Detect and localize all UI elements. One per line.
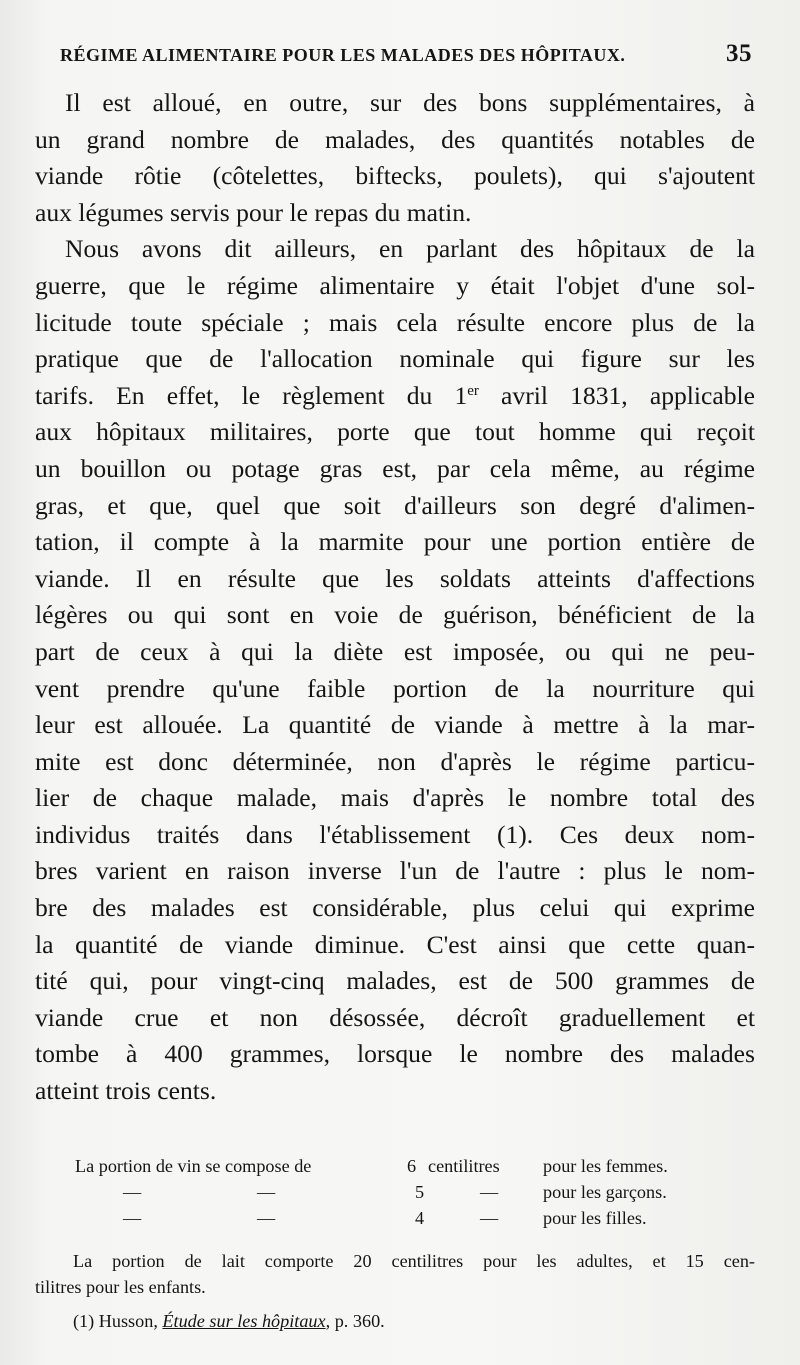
ditto-mark: — bbox=[480, 1182, 499, 1202]
ditto-mark: — bbox=[123, 1208, 142, 1228]
running-title: RÉGIME ALIMENTAIRE POUR LES MALADES DES HÔPITAUX. bbox=[60, 45, 626, 65]
text-segment: tarifs. En effet, le règlement du 1 bbox=[35, 380, 468, 410]
text-line: bre des malades est considérable, plus celui qui exprime bbox=[35, 893, 755, 923]
wine-table bbox=[35, 1156, 755, 1234]
ditto-mark: — bbox=[257, 1182, 276, 1202]
text-line: la quantité de viande diminue. C'est ainsi que cette quan- bbox=[35, 929, 755, 959]
text-line: tation, il compte à la marmite pour une portion entière de bbox=[35, 527, 755, 557]
footnote-book-title: Étude sur les hôpitaux bbox=[162, 1311, 326, 1331]
wine-target: pour les filles. bbox=[543, 1208, 647, 1228]
text-line: tité qui, pour vingt-cinq malades, est de 500 grammes de bbox=[35, 966, 755, 996]
text-line: viande crue et non désossée, décroît graduellement et bbox=[35, 1002, 755, 1032]
text-line bbox=[35, 378, 755, 415]
text-line: tilitres pour les enfants. bbox=[35, 1277, 206, 1297]
wine-row bbox=[35, 1182, 755, 1208]
text-line: bres varient en raison inverse l'un de l'autre : plus le nom- bbox=[35, 856, 755, 886]
ditto-mark: — bbox=[257, 1208, 276, 1228]
text-line: Il est alloué, en outre, sur des bons supplémentaires, à bbox=[65, 88, 755, 117]
text-line: un bouillon ou potage gras est, par cela même, au régime bbox=[35, 453, 755, 483]
wine-unit: centilitres bbox=[428, 1156, 500, 1176]
footnote bbox=[35, 1308, 755, 1334]
wine-value: 4 bbox=[415, 1208, 425, 1228]
text-line: mite est donc déterminée, non d'après le régime particu- bbox=[35, 746, 755, 776]
text-segment: avril 1831, applicable bbox=[478, 380, 755, 410]
ditto-mark: — bbox=[480, 1208, 499, 1228]
ditto-mark: — bbox=[123, 1182, 142, 1202]
text-line: lier de chaque malade, mais d'après le nombre total des bbox=[35, 783, 755, 813]
wine-label: La portion de vin se compose de bbox=[75, 1156, 312, 1176]
wine-row bbox=[35, 1156, 755, 1182]
notes-section bbox=[35, 1156, 755, 1334]
wine-target: pour les femmes. bbox=[543, 1156, 668, 1176]
text-line: individus traités dans l'établissement (1). Ces deux nom- bbox=[35, 819, 755, 849]
text-line: un grand nombre de malades, des quantités notables de bbox=[35, 124, 755, 154]
main-text bbox=[35, 85, 755, 1110]
text-line: tombe à 400 grammes, lorsque le nombre des malades bbox=[35, 1039, 755, 1069]
milk-note bbox=[35, 1248, 755, 1300]
paragraph-1 bbox=[35, 85, 755, 231]
text-line: gras, et que, quel que soit d'ailleurs son degré d'alimen- bbox=[35, 490, 755, 520]
footnote-marker: (1) Husson, bbox=[73, 1311, 158, 1331]
wine-value: 5 bbox=[415, 1182, 425, 1202]
page-number: 35 bbox=[726, 40, 752, 67]
text-line: légères ou qui sont en voie de guérison, bénéficient de la bbox=[35, 600, 755, 630]
wine-target: pour les garçons. bbox=[543, 1182, 667, 1202]
text-line: pratique que de l'allocation nominale qui figure sur les bbox=[35, 344, 755, 374]
text-line: guerre, que le régime alimentaire y était l'objet d'une sol- bbox=[35, 270, 755, 300]
text-line: La portion de lait comporte 20 centilitres pour les adultes, et 15 cen- bbox=[73, 1251, 755, 1271]
text-line: viande. Il en résulte que les soldats atteints d'affections bbox=[35, 563, 755, 593]
wine-row bbox=[35, 1208, 755, 1234]
text-line: aux hôpitaux militaires, porte que tout homme qui reçoit bbox=[35, 417, 755, 447]
text-line: viande rôtie (côtelettes, biftecks, poulets), qui s'ajoutent bbox=[35, 161, 755, 191]
text-line: aux légumes servis pour le repas du matin. bbox=[35, 197, 472, 227]
text-line: part de ceux à qui la diète est imposée, ou qui ne peu- bbox=[35, 636, 755, 666]
ordinal-superscript: er bbox=[467, 382, 479, 399]
text-line: vent prendre qu'une faible portion de la nourriture qui bbox=[35, 673, 755, 703]
text-line: licitude toute spéciale ; mais cela résulte encore plus de la bbox=[35, 307, 755, 337]
running-header bbox=[60, 40, 752, 68]
text-line: Nous avons dit ailleurs, en parlant des hôpitaux de la bbox=[65, 234, 755, 264]
paragraph-2 bbox=[35, 231, 755, 1109]
wine-value: 6 bbox=[407, 1156, 417, 1176]
footnote-page: , p. 360. bbox=[325, 1311, 385, 1331]
text-line: leur est allouée. La quantité de viande à mettre à la mar- bbox=[35, 710, 755, 740]
text-line: atteint trois cents. bbox=[35, 1076, 217, 1106]
